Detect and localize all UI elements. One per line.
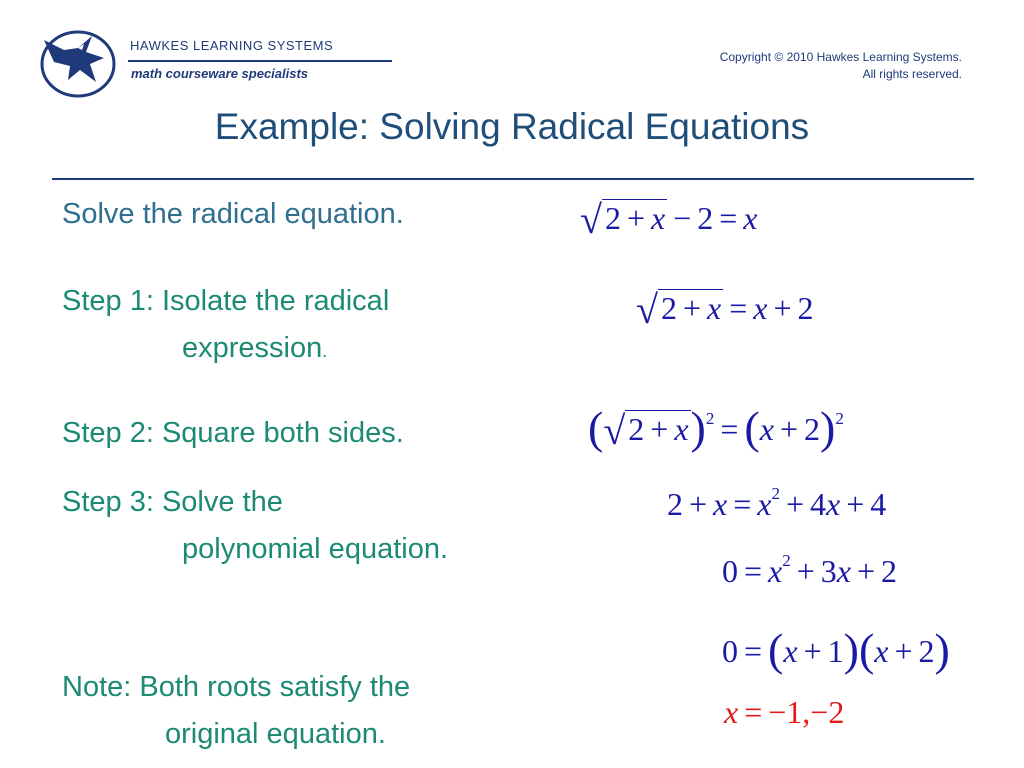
equation-isolated: √2 + x = x + 2 bbox=[636, 287, 814, 332]
note-line-2: original equation. bbox=[165, 718, 386, 750]
equation-original: √2 + x − 2 = x bbox=[580, 197, 758, 242]
brand-name: HAWKES LEARNING SYSTEMS bbox=[130, 38, 334, 53]
title-divider bbox=[52, 178, 974, 180]
step-3-line-1: Step 3: Solve the bbox=[62, 486, 283, 518]
step-2-text bbox=[62, 410, 404, 457]
note-line-1: Note: Both roots satisfy the bbox=[62, 671, 411, 703]
step-1-line-2: expression. bbox=[182, 332, 328, 364]
copyright-line-2: All rights reserved. bbox=[862, 67, 962, 81]
eagle-globe-icon bbox=[34, 28, 118, 98]
equation-factored: 0 = (x + 1)(x + 2) bbox=[722, 624, 950, 675]
equation-standard: $0 = x^2 + 3x + 2$ bbox=[722, 551, 898, 589]
step-1-text bbox=[62, 278, 389, 375]
brand-tagline: math courseware specialists bbox=[131, 66, 309, 81]
step-3-text bbox=[62, 479, 448, 573]
note-text bbox=[62, 664, 410, 758]
equation-squared: $(√2 + x)^2 = (x + 2)^2$ bbox=[588, 402, 844, 453]
brand-divider bbox=[128, 60, 392, 62]
problem-statement: Solve the radical equation. bbox=[62, 198, 404, 230]
copyright-line-1: Copyright © 2010 Hawkes Learning Systems. bbox=[719, 50, 962, 64]
step-2-line: Step 2: Square both sides. bbox=[62, 417, 404, 449]
slide-title: Example: Solving Radical Equations bbox=[214, 106, 810, 147]
equation-expanded: $2 + x = x^2 + 4x + 4$ bbox=[667, 484, 887, 522]
step-1-line-1: Step 1: Isolate the radical bbox=[62, 285, 390, 317]
equation-solution: x = −1,−2 bbox=[724, 694, 845, 730]
copyright-notice bbox=[720, 49, 962, 83]
step-3-line-2: polynomial equation. bbox=[182, 533, 449, 565]
